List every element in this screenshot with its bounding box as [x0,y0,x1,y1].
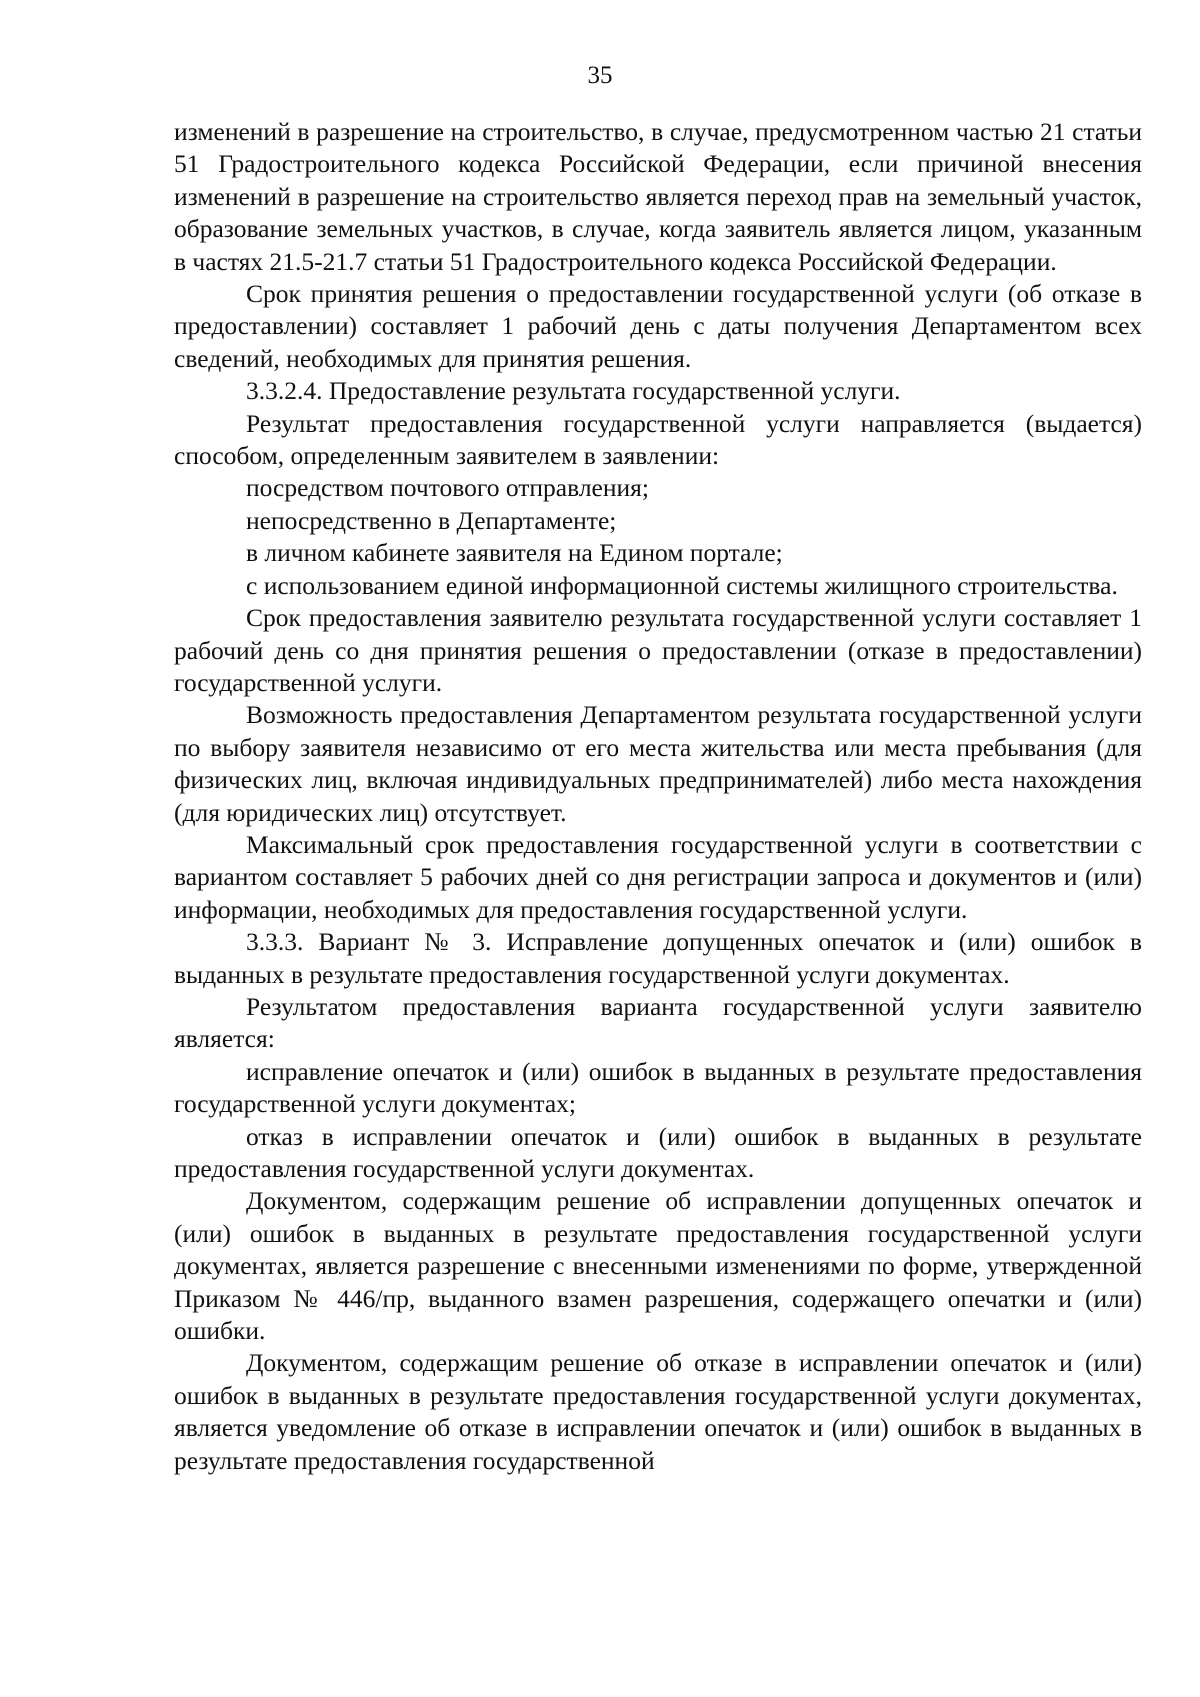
list-item-correction: исправление опечаток и (или) ошибок в выданных в результате предоставления государственной услуги документах; [174,1056,1142,1119]
paragraph-correction-document: Документом, содержащим решение об исправлении допущенных опечаток и (или) ошибок в выданных в результате предоставления государственной услуги документах, является разрешение с внесенными изменениями по форме, утвержденной Приказом № 446/пр, выданного взамен разрешения, содержащего опечатки и (или) ошибки. [174,1186,1142,1346]
paragraph-refusal-document: Документом, содержащим решение об отказе в исправлении опечаток и (или) ошибок в выданных в результате предоставления государственной услуги документах, является уведомление об отказе в исправлении опечаток и (или) ошибок в выданных в результате предоставления государственной [174,1348,1142,1475]
paragraph-extraterritorial: Возможность предоставления Департаментом результата государственной услуги по выбору заявителя независимо от его места жительства или места пребывания (для физических лиц, включая индивидуальных предпринимателей) либо места нахождения (для юридических лиц) отсутствует. [174,700,1142,827]
list-item-refusal: отказ в исправлении опечаток и (или) ошибок в выданных в результате предоставления государственной услуги документах. [174,1121,1142,1183]
paragraph-continuation: изменений в разрешение на строительство, в случае, предусмотренном частью 21 статьи 51 Градостроительного кодекса Российской Федерации, если причиной внесения изменений в разрешение на строительство является переход прав на земельный участок, образование земельных участков, в случае, когда заявитель является лицом, указанным в частях 21.5-21.7 статьи 51 Градостроительного кодекса Российской Федерации. [174,117,1142,276]
section-heading-3-3-2-4: 3.3.2.4. Предоставление результата государственной услуги. [246,376,901,406]
page-number: 35 [587,62,613,89]
list-item-postal: посредством почтового отправления; [246,473,649,503]
paragraph-variant-result: Результатом предоставления варианта государственной услуги заявителю является: [174,991,1142,1054]
list-item-department: непосредственно в Департаменте; [246,505,617,535]
list-item-portal: в личном кабинете заявителя на Едином портале; [246,538,783,568]
section-heading-3-3-3: 3.3.3. Вариант № 3. Исправление допущенных опечаток и (или) ошибок в выданных в результате предоставления государственной услуги документах. [174,927,1142,989]
document-body [174,116,1142,1477]
paragraph-result-delivery: Результат предоставления государственной услуги направляется (выдается) способом, определенным заявителем в заявлении: [174,408,1142,471]
paragraph-decision-deadline: Срок принятия решения о предоставлении государственной услуги (об отказе в предоставлении) составляет 1 рабочий день с даты получения Департаментом всех сведений, необходимых для принятия решения. [174,279,1142,373]
paragraph-delivery-deadline: Срок предоставления заявителю результата государственной услуги составляет 1 рабочий день со дня принятия решения о предоставлении (отказе в предоставлении) государственной услуги. [174,603,1142,697]
paragraph-max-term: Максимальный срок предоставления государственной услуги в соответствии с вариантом составляет 5 рабочих дней со дня регистрации запроса и документов и (или) информации, необходимых для предоставления государственной услуги. [174,829,1142,924]
list-item-housing-system: с использованием единой информационной системы жилищного строительства. [246,570,1118,600]
